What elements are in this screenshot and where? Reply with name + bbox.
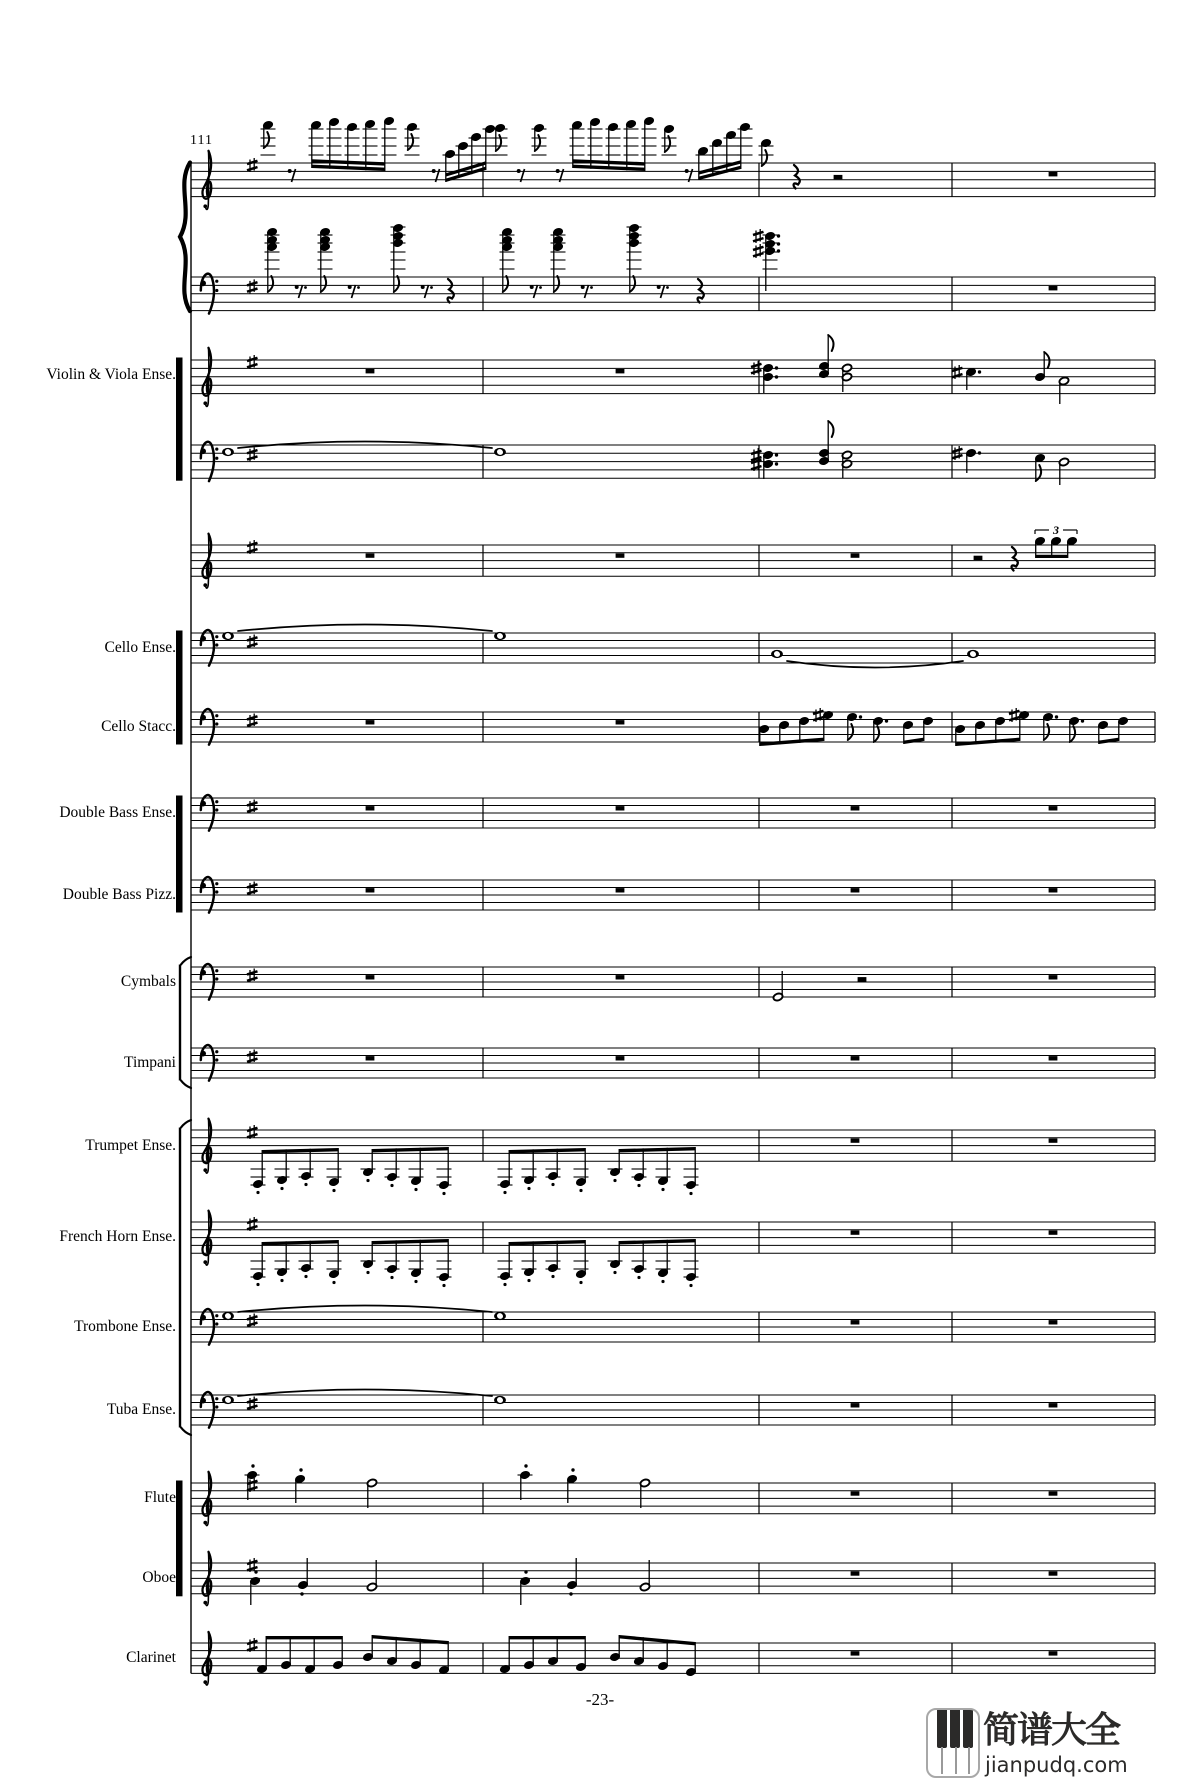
key-signature-sharp xyxy=(247,1478,258,1492)
measure-111-staff-2 xyxy=(366,369,375,373)
measure-114-staff-1 xyxy=(1049,286,1058,290)
staff-13 xyxy=(191,1306,1155,1345)
staff-label-oboe: Oboe xyxy=(142,1569,176,1586)
measure-112-staff-4 xyxy=(616,553,625,557)
staff-label-tuba: Tuba Ense. xyxy=(106,1401,176,1418)
staff-11 xyxy=(191,1119,1155,1195)
measure-111-staff-15 xyxy=(245,1464,378,1508)
staff-17 xyxy=(191,1632,1155,1685)
measure-114-staff-9 xyxy=(1049,975,1058,979)
measure-113-staff-4 xyxy=(851,553,860,557)
measure-113-staff-10 xyxy=(851,1056,860,1060)
measure-113-staff-17 xyxy=(851,1651,860,1655)
staff-2 xyxy=(191,335,1155,406)
measure-112-staff-13 xyxy=(494,1312,506,1320)
key-signature-sharp xyxy=(247,1314,258,1328)
key-signature-sharp xyxy=(247,969,258,983)
staff-label-double-bass-pizz: Double Bass Pizz. xyxy=(62,886,176,903)
measure-112-staff-8 xyxy=(616,888,625,892)
bracket-thin-group xyxy=(180,957,191,1088)
key-signature-sharp xyxy=(247,1125,258,1139)
piano-keys-icon xyxy=(926,1708,980,1778)
measure-112-staff-12 xyxy=(498,1239,699,1287)
staff-14 xyxy=(191,1390,1155,1428)
key-signature-sharp xyxy=(247,355,258,369)
bracket-group xyxy=(176,796,183,913)
measure-114-staff-15 xyxy=(1049,1491,1058,1495)
key-signature-sharp xyxy=(247,882,258,896)
bracket-group xyxy=(176,358,183,481)
measure-114-staff-4 xyxy=(974,523,1078,571)
measure-111-staff-8 xyxy=(366,888,375,892)
measure-114-staff-14 xyxy=(1049,1403,1058,1407)
measure-112-staff-5 xyxy=(494,632,506,640)
key-signature-sharp xyxy=(247,1050,258,1064)
key-signature-sharp xyxy=(247,158,258,172)
measure-114-staff-16 xyxy=(1049,1571,1058,1575)
measure-112-staff-7 xyxy=(616,806,625,810)
key-signature-sharp xyxy=(247,714,258,728)
measure-113-staff-1 xyxy=(753,229,780,291)
staff-7 xyxy=(191,795,1155,831)
staff-label-trombone: Trombone Ense. xyxy=(74,1318,176,1335)
measure-112-staff-11 xyxy=(498,1147,699,1195)
watermark-brand-text: 简谱大全 xyxy=(983,1710,1120,1751)
watermark xyxy=(926,1708,1196,1780)
measure-114-staff-13 xyxy=(1049,1320,1058,1324)
measure-114-staff-17 xyxy=(1049,1651,1058,1655)
piano-black-key xyxy=(950,1710,960,1748)
svg-text:3: 3 xyxy=(1053,523,1059,537)
measure-112-staff-1 xyxy=(500,223,704,302)
piano-key-separator xyxy=(941,1747,943,1774)
staff-16 xyxy=(191,1552,1155,1606)
measure-number: 111 xyxy=(190,133,213,148)
measure-114-staff-12 xyxy=(1049,1230,1058,1234)
watermark-domain-text: jianpudq.com xyxy=(985,1753,1128,1777)
staff-6 xyxy=(191,708,1155,746)
measure-111-staff-14 xyxy=(222,1390,492,1405)
measure-111-staff-7 xyxy=(366,806,375,810)
key-signature-sharp xyxy=(247,1217,258,1231)
measure-111-staff-12 xyxy=(251,1239,452,1287)
measure-111-staff-13 xyxy=(222,1306,492,1321)
measure-113-staff-5 xyxy=(771,650,963,668)
staff-label-timpani: Timpani xyxy=(124,1054,176,1071)
key-signature-sharp xyxy=(247,447,258,461)
staff-1 xyxy=(191,223,1155,313)
staff-0 xyxy=(191,116,1155,209)
measure-113-staff-2 xyxy=(751,335,853,393)
piano-key-separator xyxy=(968,1747,970,1774)
staff-label-cello-stacc: Cello Stacc. xyxy=(101,718,176,735)
measure-114-staff-0 xyxy=(1049,172,1058,176)
measure-112-staff-3 xyxy=(494,448,506,456)
staff-label-flute: Flute xyxy=(144,1489,176,1506)
key-signature-sharp xyxy=(247,540,258,554)
staff-3 xyxy=(191,421,1155,485)
key-signature-sharp xyxy=(247,800,258,814)
staff-label-french-horn: French Horn Ense. xyxy=(59,1228,176,1245)
measure-114-staff-11 xyxy=(1049,1138,1058,1142)
staff-4 xyxy=(191,523,1155,588)
staff-10 xyxy=(191,1045,1155,1081)
measure-113-staff-16 xyxy=(851,1571,860,1575)
measure-112-staff-0 xyxy=(493,116,753,182)
staff-label-clarinet: Clarinet xyxy=(126,1649,176,1666)
staff-5 xyxy=(191,625,1155,668)
staff-label-violin-viola: Violin & Viola Ense. xyxy=(46,366,176,383)
page-number: -23- xyxy=(585,1690,615,1709)
staff-label-cello-ense: Cello Ense. xyxy=(104,639,176,656)
measure-113-staff-11 xyxy=(851,1138,860,1142)
key-signature-sharp xyxy=(247,635,258,649)
measure-113-staff-15 xyxy=(851,1491,860,1495)
staff-9 xyxy=(191,964,1155,1002)
bracket-thin-group xyxy=(180,1120,191,1435)
staff-label-trumpet: Trumpet Ense. xyxy=(85,1137,176,1154)
measure-112-staff-17 xyxy=(499,1635,696,1677)
measure-111-staff-3 xyxy=(222,442,492,457)
measure-114-staff-5 xyxy=(967,650,979,658)
measure-114-staff-3 xyxy=(952,446,1070,485)
brace-group xyxy=(180,163,190,312)
measure-111-staff-6 xyxy=(366,720,375,724)
measure-111-staff-0 xyxy=(261,116,498,182)
measure-113-staff-14 xyxy=(851,1403,860,1407)
measure-112-staff-14 xyxy=(494,1396,506,1404)
bracket-group xyxy=(176,631,183,745)
measure-114-staff-8 xyxy=(1049,888,1058,892)
measure-111-staff-5 xyxy=(222,625,492,641)
measure-111-staff-17 xyxy=(256,1635,449,1675)
staff-15 xyxy=(191,1464,1155,1525)
staff-label-double-bass-ense: Double Bass Ense. xyxy=(59,804,176,821)
staff-12 xyxy=(191,1211,1155,1287)
piano-black-key xyxy=(963,1710,973,1748)
piano-black-key xyxy=(937,1710,947,1748)
measure-113-staff-7 xyxy=(851,806,860,810)
measure-112-staff-9 xyxy=(616,975,625,979)
measure-113-staff-12 xyxy=(851,1230,860,1234)
measure-112-staff-10 xyxy=(616,1056,625,1060)
measure-111-staff-11 xyxy=(251,1147,452,1195)
measure-111-staff-1 xyxy=(265,223,454,302)
measure-112-staff-15 xyxy=(518,1464,651,1508)
measure-111-staff-10 xyxy=(366,1056,375,1060)
measure-112-staff-16 xyxy=(519,1558,650,1605)
key-signature-sharp xyxy=(247,1638,258,1652)
measure-114-staff-7 xyxy=(1049,806,1058,810)
staff-8 xyxy=(191,877,1155,913)
key-signature-sharp xyxy=(247,279,258,293)
key-signature-sharp xyxy=(247,1558,258,1572)
piano-key-separator xyxy=(955,1747,957,1774)
key-signature-sharp xyxy=(247,1397,258,1411)
measure-113-staff-8 xyxy=(851,888,860,892)
measure-111-staff-4 xyxy=(366,553,375,557)
measure-112-staff-6 xyxy=(616,720,625,724)
measure-113-staff-13 xyxy=(851,1320,860,1324)
measure-111-staff-9 xyxy=(366,975,375,979)
staff-label-cymbals: Cymbals xyxy=(120,973,176,990)
bracket-group xyxy=(176,1481,183,1597)
measure-114-staff-10 xyxy=(1049,1056,1058,1060)
measure-111-staff-16 xyxy=(249,1558,377,1605)
measure-112-staff-2 xyxy=(616,369,625,373)
